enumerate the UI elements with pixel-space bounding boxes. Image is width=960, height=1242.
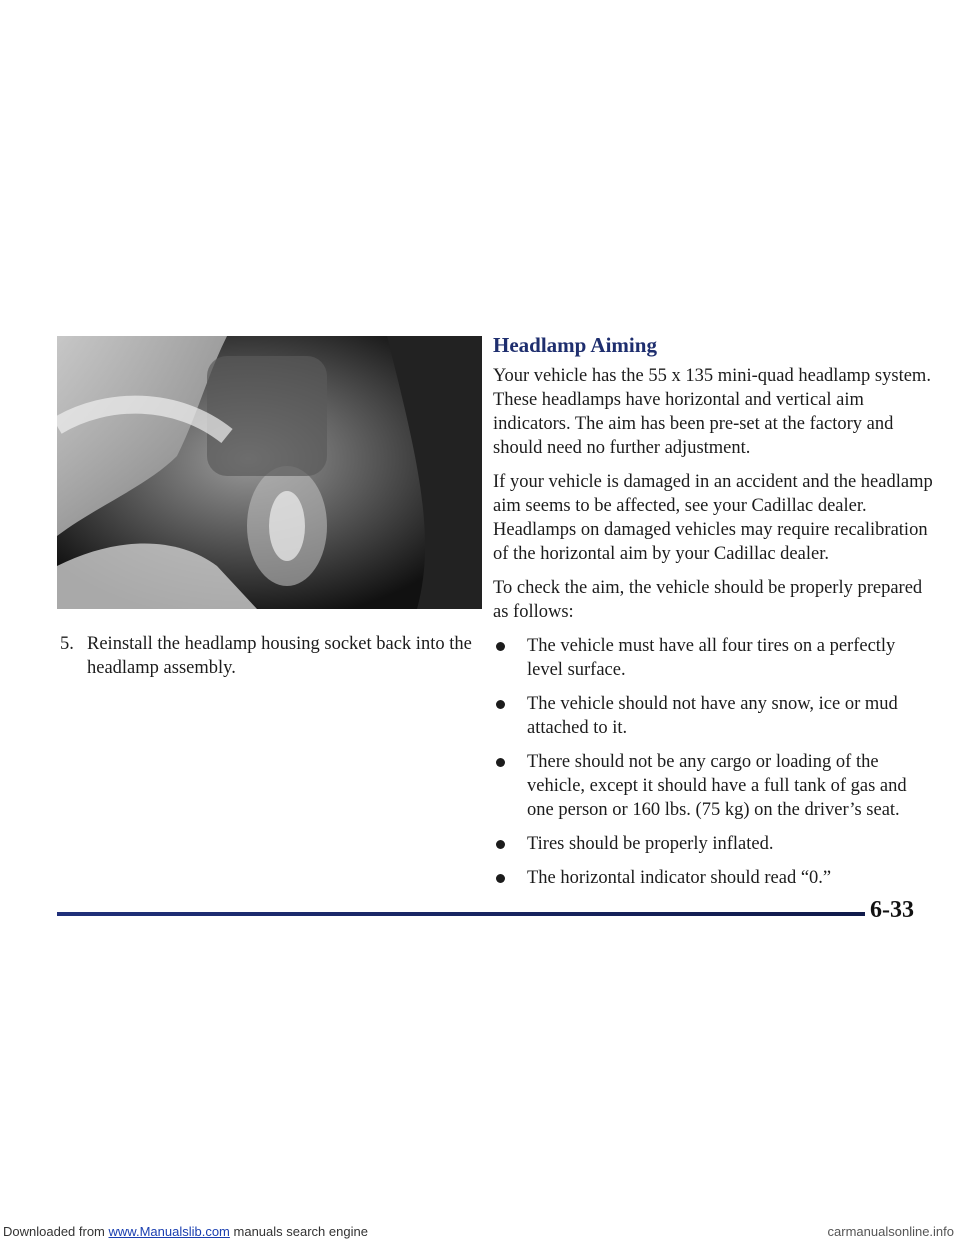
paragraph-system: Your vehicle has the 55 x 135 mini-quad headlamp system. These headlamps have horizontal and vertical aim indicators. The aim has been pre-set at the factory and should need no further adjustment. bbox=[493, 366, 931, 458]
footer bbox=[0, 1222, 960, 1242]
bullet-icon bbox=[496, 642, 505, 651]
page-number: 6-33 bbox=[870, 897, 914, 923]
step-number: 5. bbox=[60, 634, 74, 654]
bullet-icon bbox=[496, 700, 505, 709]
section-body bbox=[493, 364, 933, 900]
bullet-icon bbox=[496, 758, 505, 767]
headlamp-photo bbox=[57, 336, 482, 609]
list-item: The vehicle must have all four tires on a perfectly level surface. bbox=[493, 634, 933, 682]
page-rule bbox=[57, 912, 865, 916]
step-5 bbox=[60, 632, 480, 680]
list-item: The horizontal indicator should read “0.” bbox=[493, 866, 933, 890]
headlamp-bulb-photo-icon bbox=[57, 336, 482, 609]
list-item: The vehicle should not have any snow, ice or mud attached to it. bbox=[493, 692, 933, 740]
section-title: Headlamp Aiming bbox=[493, 333, 657, 357]
watermark: carmanualsonline.info bbox=[827, 1224, 954, 1239]
prep-bullet-list bbox=[493, 634, 933, 890]
paragraph-prepare: To check the aim, the vehicle should be properly prepared as follows: bbox=[493, 578, 923, 622]
bullet-icon bbox=[496, 840, 505, 849]
list-item: There should not be any cargo or loading of the vehicle, except it should have a full tank of gas and one person or 160 lbs. (75 kg) on the driver’s seat. bbox=[493, 750, 933, 822]
step-text: Reinstall the headlamp housing socket back into the headlamp assembly. bbox=[87, 634, 472, 678]
footer-source: Downloaded from www.Manualslib.com manuals search engine bbox=[3, 1224, 368, 1239]
list-item: Tires should be properly inflated. bbox=[493, 832, 933, 856]
paragraph-damage: If your vehicle is damaged in an accident and the headlamp aim seems to be affected, see your Cadillac dealer. Headlamps on damaged vehicles may require recalibration of the horizontal aim by your Cadillac dealer. bbox=[493, 472, 933, 564]
manualslib-link[interactable]: www.Manualslib.com bbox=[108, 1224, 230, 1239]
bullet-icon bbox=[496, 874, 505, 883]
